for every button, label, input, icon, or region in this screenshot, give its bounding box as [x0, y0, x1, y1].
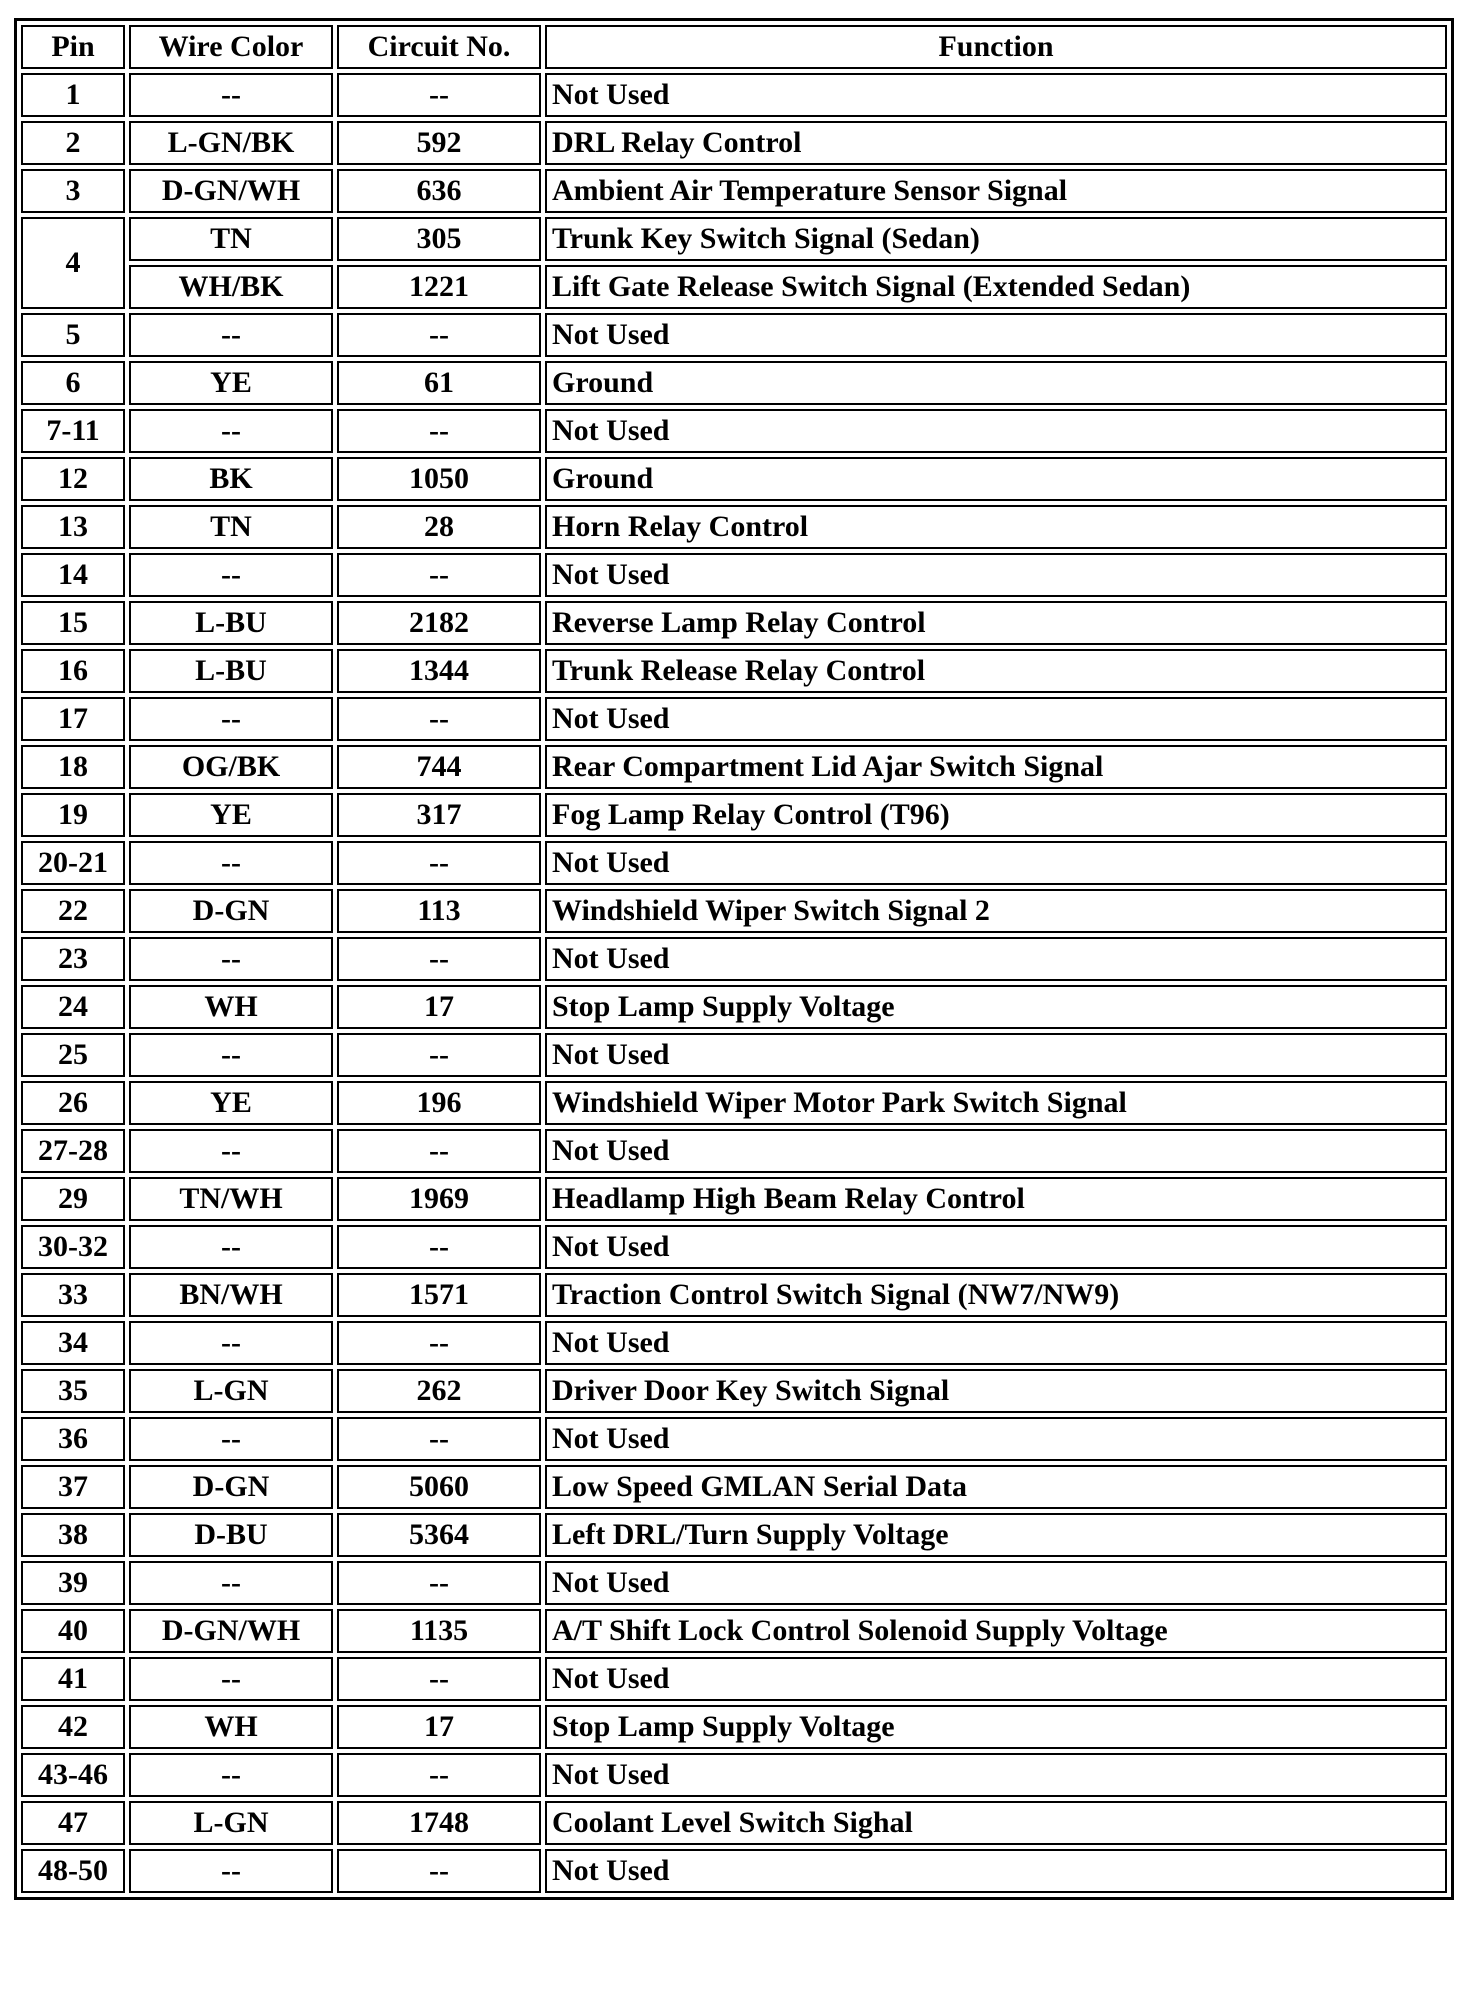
connector-pinout-table [14, 18, 1454, 1900]
table-row [21, 841, 1447, 885]
circuit-cell: -- [337, 1033, 541, 1077]
circuit-cell: -- [337, 1225, 541, 1269]
header-row [21, 25, 1447, 69]
table-row [21, 1129, 1447, 1173]
circuit-cell: 5364 [337, 1513, 541, 1557]
table-row [21, 1081, 1447, 1125]
wire-color-cell: WH [129, 1705, 333, 1749]
circuit-cell: 61 [337, 361, 541, 405]
function-cell: Not Used [545, 1657, 1447, 1701]
table-row [21, 937, 1447, 981]
circuit-cell: 1135 [337, 1609, 541, 1653]
circuit-cell: -- [337, 73, 541, 117]
table-row [21, 1321, 1447, 1365]
pin-cell: 26 [21, 1081, 125, 1125]
pin-cell: 43-46 [21, 1753, 125, 1797]
circuit-cell: 5060 [337, 1465, 541, 1509]
pin-cell: 33 [21, 1273, 125, 1317]
wire-color-cell: WH/BK [129, 265, 333, 309]
function-cell: Not Used [545, 1321, 1447, 1365]
table-row [21, 1561, 1447, 1605]
table-row [21, 217, 1447, 261]
pin-cell: 37 [21, 1465, 125, 1509]
pin-cell: 16 [21, 649, 125, 693]
pin-cell: 6 [21, 361, 125, 405]
wire-color-cell: TN [129, 217, 333, 261]
function-cell: Trunk Release Relay Control [545, 649, 1447, 693]
circuit-cell: -- [337, 313, 541, 357]
pin-cell: 48-50 [21, 1849, 125, 1893]
wire-color-cell: D-GN [129, 1465, 333, 1509]
function-cell: Ambient Air Temperature Sensor Signal [545, 169, 1447, 213]
table-row [21, 1753, 1447, 1797]
function-cell: Stop Lamp Supply Voltage [545, 1705, 1447, 1749]
function-cell: Windshield Wiper Motor Park Switch Signal [545, 1081, 1447, 1125]
pin-cell: 13 [21, 505, 125, 549]
pin-cell: 23 [21, 937, 125, 981]
circuit-cell: -- [337, 1129, 541, 1173]
pin-cell: 5 [21, 313, 125, 357]
wire-color-cell: L-GN [129, 1369, 333, 1413]
pin-cell: 3 [21, 169, 125, 213]
table-row [21, 169, 1447, 213]
circuit-cell: -- [337, 1561, 541, 1605]
function-cell: Not Used [545, 1225, 1447, 1269]
table-row [21, 1369, 1447, 1413]
function-cell: Windshield Wiper Switch Signal 2 [545, 889, 1447, 933]
table-row [21, 745, 1447, 789]
table-row [21, 1705, 1447, 1749]
wire-color-cell: L-GN/BK [129, 121, 333, 165]
table-row [21, 121, 1447, 165]
wire-color-cell: -- [129, 1225, 333, 1269]
header-function: Function [545, 25, 1447, 69]
pin-cell: 2 [21, 121, 125, 165]
wire-color-cell: -- [129, 313, 333, 357]
pin-cell: 29 [21, 1177, 125, 1221]
function-cell: Driver Door Key Switch Signal [545, 1369, 1447, 1413]
wire-color-cell: D-GN/WH [129, 169, 333, 213]
table-row [21, 553, 1447, 597]
table-row [21, 649, 1447, 693]
circuit-cell: 196 [337, 1081, 541, 1125]
table-row [21, 1177, 1447, 1221]
pin-cell: 47 [21, 1801, 125, 1845]
wire-color-cell: TN/WH [129, 1177, 333, 1221]
function-cell: Not Used [545, 1033, 1447, 1077]
circuit-cell: 1571 [337, 1273, 541, 1317]
pin-cell: 27-28 [21, 1129, 125, 1173]
table-row [21, 1465, 1447, 1509]
circuit-cell: -- [337, 841, 541, 885]
circuit-cell: 305 [337, 217, 541, 261]
wire-color-cell: D-GN [129, 889, 333, 933]
pin-cell: 34 [21, 1321, 125, 1365]
circuit-cell: 262 [337, 1369, 541, 1413]
function-cell: Left DRL/Turn Supply Voltage [545, 1513, 1447, 1557]
pin-cell: 20-21 [21, 841, 125, 885]
function-cell: Low Speed GMLAN Serial Data [545, 1465, 1447, 1509]
table-row [21, 1849, 1447, 1893]
function-cell: Traction Control Switch Signal (NW7/NW9) [545, 1273, 1447, 1317]
pin-cell: 25 [21, 1033, 125, 1077]
table-row [21, 73, 1447, 117]
circuit-cell: 2182 [337, 601, 541, 645]
wire-color-cell: BK [129, 457, 333, 501]
table-row [21, 889, 1447, 933]
wire-color-cell: YE [129, 1081, 333, 1125]
wire-color-cell: OG/BK [129, 745, 333, 789]
function-cell: Reverse Lamp Relay Control [545, 601, 1447, 645]
wire-color-cell: -- [129, 553, 333, 597]
circuit-cell: -- [337, 1417, 541, 1461]
circuit-cell: 28 [337, 505, 541, 549]
table-row [21, 1801, 1447, 1845]
pin-cell: 36 [21, 1417, 125, 1461]
wire-color-cell: -- [129, 841, 333, 885]
table-row [21, 1609, 1447, 1653]
table-row [21, 985, 1447, 1029]
table-row [21, 361, 1447, 405]
wire-color-cell: L-BU [129, 601, 333, 645]
wire-color-cell: -- [129, 697, 333, 741]
circuit-cell: 17 [337, 985, 541, 1029]
wire-color-cell: -- [129, 1561, 333, 1605]
table-body [21, 73, 1447, 1893]
pin-cell: 42 [21, 1705, 125, 1749]
circuit-cell: 1344 [337, 649, 541, 693]
table-row [21, 409, 1447, 453]
wire-color-cell: TN [129, 505, 333, 549]
pin-cell: 38 [21, 1513, 125, 1557]
function-cell: Fog Lamp Relay Control (T96) [545, 793, 1447, 837]
circuit-cell: 1748 [337, 1801, 541, 1845]
table-row [21, 505, 1447, 549]
wire-color-cell: YE [129, 361, 333, 405]
function-cell: Not Used [545, 1561, 1447, 1605]
table-row [21, 1033, 1447, 1077]
table-row [21, 457, 1447, 501]
header-pin: Pin [21, 25, 125, 69]
table-row [21, 1273, 1447, 1317]
pin-cell: 24 [21, 985, 125, 1029]
function-cell: Ground [545, 361, 1447, 405]
header-wire-color: Wire Color [129, 25, 333, 69]
table-row [21, 313, 1447, 357]
function-cell: Not Used [545, 841, 1447, 885]
pin-cell: 35 [21, 1369, 125, 1413]
function-cell: A/T Shift Lock Control Solenoid Supply Voltage [545, 1609, 1447, 1653]
pin-cell: 19 [21, 793, 125, 837]
table-row [21, 697, 1447, 741]
pin-cell: 12 [21, 457, 125, 501]
table-row [21, 265, 1447, 309]
circuit-cell: -- [337, 1849, 541, 1893]
table-row [21, 1417, 1447, 1461]
wire-color-cell: -- [129, 409, 333, 453]
wire-color-cell: -- [129, 1033, 333, 1077]
pin-cell: 30-32 [21, 1225, 125, 1269]
function-cell: Not Used [545, 1129, 1447, 1173]
circuit-cell: -- [337, 409, 541, 453]
function-cell: Ground [545, 457, 1447, 501]
function-cell: Headlamp High Beam Relay Control [545, 1177, 1447, 1221]
pin-cell: 14 [21, 553, 125, 597]
function-cell: Trunk Key Switch Signal (Sedan) [545, 217, 1447, 261]
function-cell: Not Used [545, 1849, 1447, 1893]
wire-color-cell: -- [129, 1849, 333, 1893]
function-cell: Not Used [545, 409, 1447, 453]
function-cell: Not Used [545, 313, 1447, 357]
circuit-cell: 1969 [337, 1177, 541, 1221]
pin-cell: 22 [21, 889, 125, 933]
table-row [21, 1513, 1447, 1557]
pin-cell: 4 [21, 217, 125, 309]
header-circuit-no: Circuit No. [337, 25, 541, 69]
pin-cell: 17 [21, 697, 125, 741]
wire-color-cell: -- [129, 937, 333, 981]
pin-cell: 15 [21, 601, 125, 645]
circuit-cell: 113 [337, 889, 541, 933]
wire-color-cell: L-BU [129, 649, 333, 693]
circuit-cell: 1221 [337, 265, 541, 309]
function-cell: Not Used [545, 1417, 1447, 1461]
circuit-cell: -- [337, 553, 541, 597]
circuit-cell: -- [337, 1753, 541, 1797]
wire-color-cell: -- [129, 1417, 333, 1461]
wire-color-cell: -- [129, 1129, 333, 1173]
circuit-cell: 636 [337, 169, 541, 213]
wire-color-cell: -- [129, 1657, 333, 1701]
table-row [21, 601, 1447, 645]
function-cell: Rear Compartment Lid Ajar Switch Signal [545, 745, 1447, 789]
wire-color-cell: WH [129, 985, 333, 1029]
function-cell: Not Used [545, 553, 1447, 597]
wire-color-cell: D-GN/WH [129, 1609, 333, 1653]
wire-color-cell: L-GN [129, 1801, 333, 1845]
table-row [21, 793, 1447, 837]
wire-color-cell: BN/WH [129, 1273, 333, 1317]
circuit-cell: -- [337, 1321, 541, 1365]
pin-cell: 41 [21, 1657, 125, 1701]
function-cell: Horn Relay Control [545, 505, 1447, 549]
circuit-cell: 1050 [337, 457, 541, 501]
circuit-cell: 317 [337, 793, 541, 837]
circuit-cell: -- [337, 937, 541, 981]
pin-cell: 1 [21, 73, 125, 117]
function-cell: Stop Lamp Supply Voltage [545, 985, 1447, 1029]
function-cell: Lift Gate Release Switch Signal (Extended Sedan) [545, 265, 1447, 309]
wire-color-cell: D-BU [129, 1513, 333, 1557]
circuit-cell: 17 [337, 1705, 541, 1749]
circuit-cell: -- [337, 697, 541, 741]
circuit-cell: 744 [337, 745, 541, 789]
table-row [21, 1657, 1447, 1701]
pin-cell: 7-11 [21, 409, 125, 453]
circuit-cell: 592 [337, 121, 541, 165]
pin-cell: 18 [21, 745, 125, 789]
wire-color-cell: YE [129, 793, 333, 837]
function-cell: Not Used [545, 937, 1447, 981]
function-cell: DRL Relay Control [545, 121, 1447, 165]
circuit-cell: -- [337, 1657, 541, 1701]
table-row [21, 1225, 1447, 1269]
function-cell: Not Used [545, 73, 1447, 117]
wire-color-cell: -- [129, 1321, 333, 1365]
function-cell: Not Used [545, 697, 1447, 741]
function-cell: Coolant Level Switch Sighal [545, 1801, 1447, 1845]
function-cell: Not Used [545, 1753, 1447, 1797]
pin-cell: 39 [21, 1561, 125, 1605]
wire-color-cell: -- [129, 1753, 333, 1797]
pin-cell: 40 [21, 1609, 125, 1653]
wire-color-cell: -- [129, 73, 333, 117]
